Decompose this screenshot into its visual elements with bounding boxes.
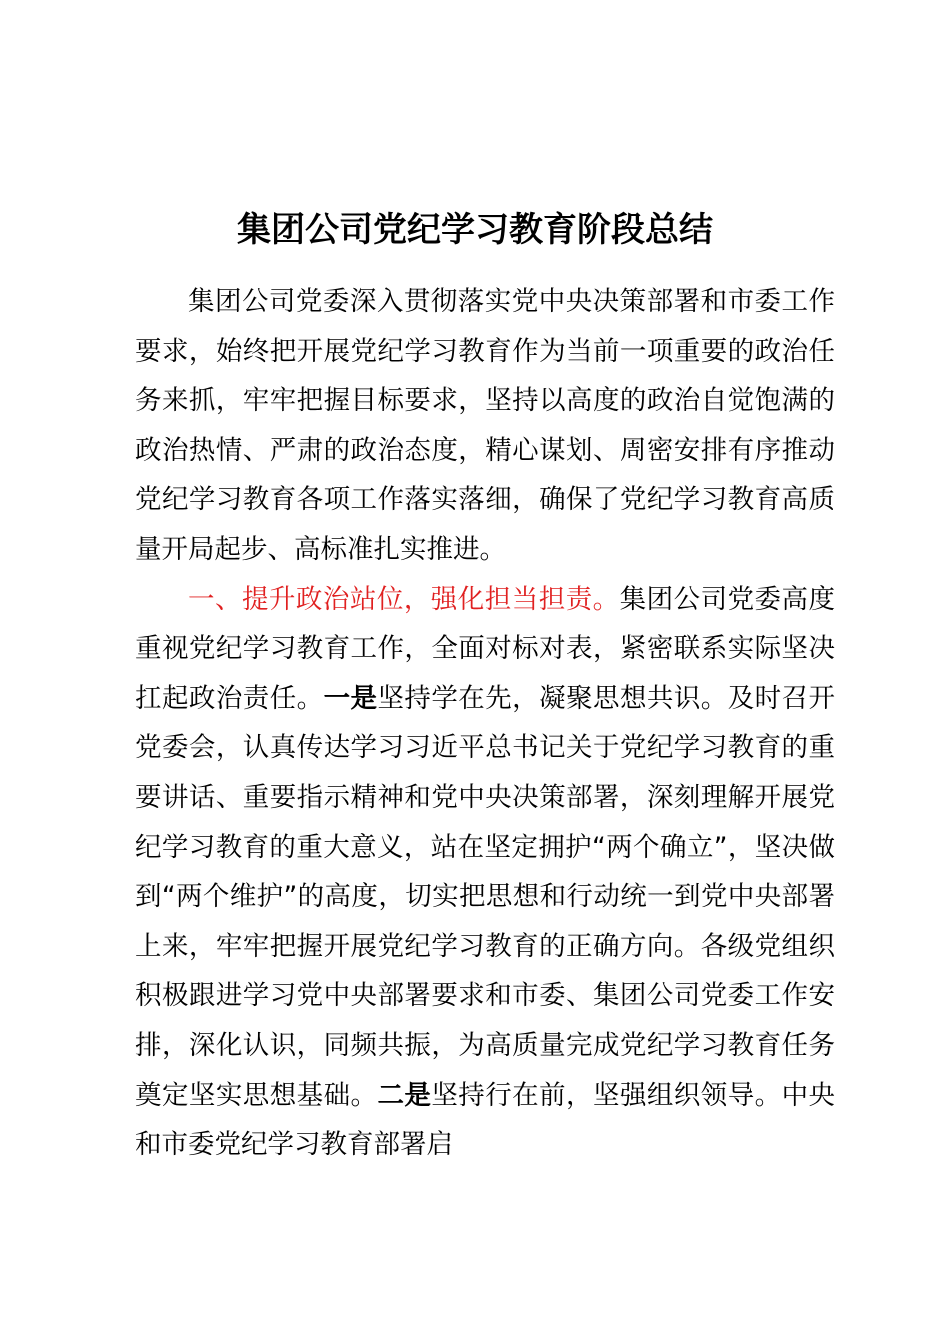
document-body — [135, 277, 835, 1170]
point-one-text: 坚持学在先，凝聚思想共识。及时召开党委会，认真传达学习习近平总书记关于党纪学习教育的重要讲话、重要指示精神和党中央决策部署，深刻理解开展党纪学习教育的重大意义，站在坚定拥护“两个确立”，坚决做到“两个维护”的高度，切实把思想和行动统一到党中央部署上来，牢牢把握开展党纪学习教育的正确方向。各级党组织积极跟进学习党中央部署要求和市委、集团公司党委工作安排，深化认识，同频共振，为高质量完成党纪学习教育任务奠定坚实思想基础。 — [135, 682, 836, 1111]
document-title: 集团公司党纪学习教育阶段总结 — [237, 210, 713, 250]
intro-paragraph: 集团公司党委深入贯彻落实党中央决策部署和市委工作要求，始终把开展党纪学习教育作为当前一项重要的政治任务来抓，牢牢把握目标要求，坚持以高度的政治自觉饱满的政治热情、严肃的政治态度，精心谋划、周密安排有序推动党纪学习教育各项工作落实落细，确保了党纪学习教育高质量开局起步、高标准扎实推进。 — [135, 286, 835, 565]
section-one-intro: 集团公司党委高度重视党纪学习教育工作，全面对标对表，紧密联系实际坚决扛起政治责任。 — [135, 583, 836, 714]
point-two-text: 坚持行在前，坚强组织领导。中央和市委党纪学习教育部署启 — [135, 1079, 836, 1161]
section-one-paragraph — [135, 575, 835, 1170]
section-one-heading: 一、提升政治站位，强化担当担责。 — [188, 583, 620, 615]
point-two-lead: 二是 — [377, 1079, 432, 1111]
point-one-lead: 一是 — [323, 682, 378, 714]
